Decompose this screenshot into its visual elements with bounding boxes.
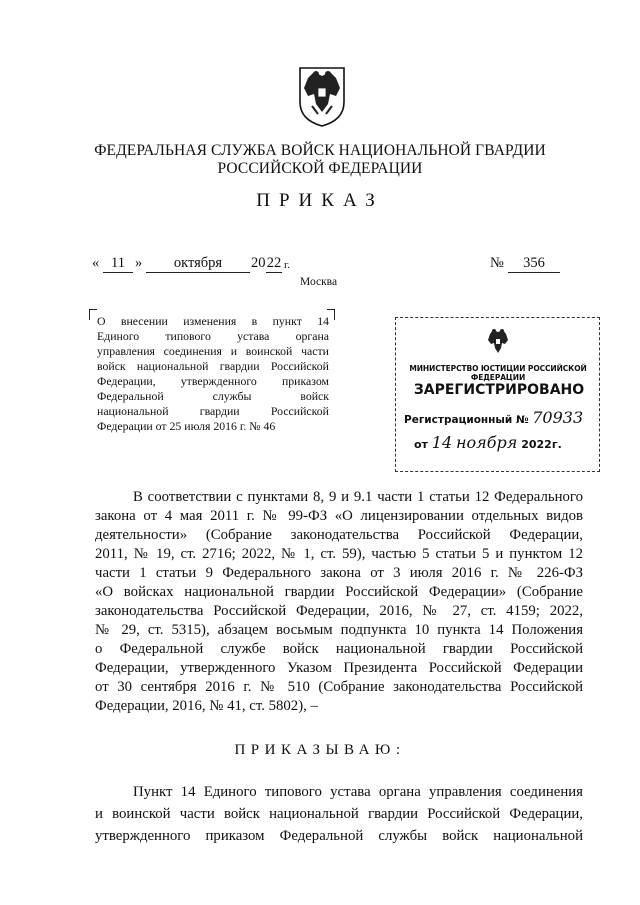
date-year-prefix: 20	[251, 255, 266, 271]
preamble-line: части 1 статьи 9 Федерального закона от 3 июля 2016 г. № 226-ФЗ	[95, 565, 583, 581]
city: Москва	[300, 276, 338, 288]
preamble-line: от 30 сентября 2016 г. № 510 (Собрание законодательства Российской	[95, 679, 583, 695]
order-word: ПРИКАЗЫВАЮ:	[234, 742, 406, 758]
order-number: 356	[508, 255, 560, 273]
document-type: ПРИКАЗ	[256, 190, 384, 211]
document-title	[97, 314, 329, 434]
stamp-reg-number: 70933	[532, 408, 584, 427]
title-line: Федерации от 25 июля 2016 г. № 46	[97, 419, 276, 433]
operative-line: Пункт 14 Единого типового устава органа управления соединения	[133, 784, 583, 800]
title-line: Федерации, утвержденного приказом	[97, 374, 329, 388]
registration-stamp	[395, 317, 600, 472]
title-line: Единого типового устава органа	[97, 329, 329, 343]
preamble-line: Федерации, 2016, № 41, ст. 5802), –	[95, 698, 318, 714]
preamble-line: 2011, № 19, ст. 2716; 2022, № 1, ст. 59), частью 5 статьи 5 и пунктом 12	[95, 546, 583, 562]
preamble-line: № 29, ст. 5315), абзацем восьмым подпункта 10 пункта 14 Положения	[95, 622, 583, 638]
stamp-date-month: ноября	[455, 433, 518, 452]
organization-name	[60, 142, 580, 178]
date-open-quote: «	[92, 255, 100, 271]
title-line: Федеральной службы войск	[97, 389, 329, 403]
preamble-paragraph	[95, 488, 583, 716]
organization-line-2: РОССИЙСКОЙ ФЕДЕРАЦИИ	[217, 160, 423, 177]
stamp-date-year: 2022г.	[521, 438, 562, 451]
title-corner-left	[89, 309, 97, 320]
preamble-line: законодательства Российской Федерации, 2016, № 27, ст. 4159; 2022,	[95, 603, 583, 619]
operative-line: утвержденного приказом Федеральной службы войск национальной	[95, 828, 583, 844]
stamp-reg-label: Регистрационный №	[404, 414, 529, 426]
preamble-line: деятельности» (Собрание законодательства Российской Федерации,	[95, 527, 583, 543]
title-line: национальной гвардии Российской	[97, 404, 329, 418]
stamp-coat-of-arms-icon	[484, 326, 512, 360]
title-line: О внесении изменения в пункт 14	[97, 314, 329, 328]
preamble-line: Федерации, утвержденного Указом Президента Российской Федерации	[95, 660, 583, 676]
date-year-unit: г.	[284, 259, 291, 271]
date-close-quote: »	[135, 255, 143, 271]
preamble-line: закона от 4 мая 2011 г. № 99-ФЗ «О лицензировании отдельных видов	[95, 508, 583, 524]
organization-line-1: ФЕДЕРАЛЬНАЯ СЛУЖБА ВОЙСК НАЦИОНАЛЬНОЙ ГВАРДИИ	[94, 142, 546, 159]
stamp-status: ЗАРЕГИСТРИРОВАНО	[413, 382, 585, 398]
preamble-line: «О войсках национальной гвардии Российской Федерации» (Собрание	[95, 584, 583, 600]
preamble-line: о Федеральной службе войск национальной гвардии Российской	[95, 641, 583, 657]
title-line: войск национальной гвардии Российской	[97, 359, 329, 373]
stamp-date-line	[414, 433, 562, 452]
stamp-date-prefix: от	[414, 438, 428, 451]
title-line: управления соединения и воинской части	[97, 344, 329, 358]
preamble-line: В соответствии с пунктами 8, 9 и 9.1 части 1 статьи 12 Федерального	[133, 489, 583, 505]
operative-line: и воинской части войск национальной гвардии Российской Федерации,	[95, 806, 583, 822]
number-label: №	[490, 255, 504, 271]
operative-paragraph	[95, 781, 583, 847]
coat-of-arms-icon	[294, 62, 350, 128]
stamp-reg-number-line	[404, 408, 583, 427]
date-year-suffix: 22	[266, 255, 282, 271]
date-day: 11	[103, 255, 133, 273]
stamp-date-day: 14	[431, 433, 453, 452]
date-month: октября	[146, 255, 250, 273]
stamp-ministry: МИНИСТЕРСТВО ЮСТИЦИИ РОССИЙСКОЙ ФЕДЕРАЦИИ	[409, 364, 587, 382]
